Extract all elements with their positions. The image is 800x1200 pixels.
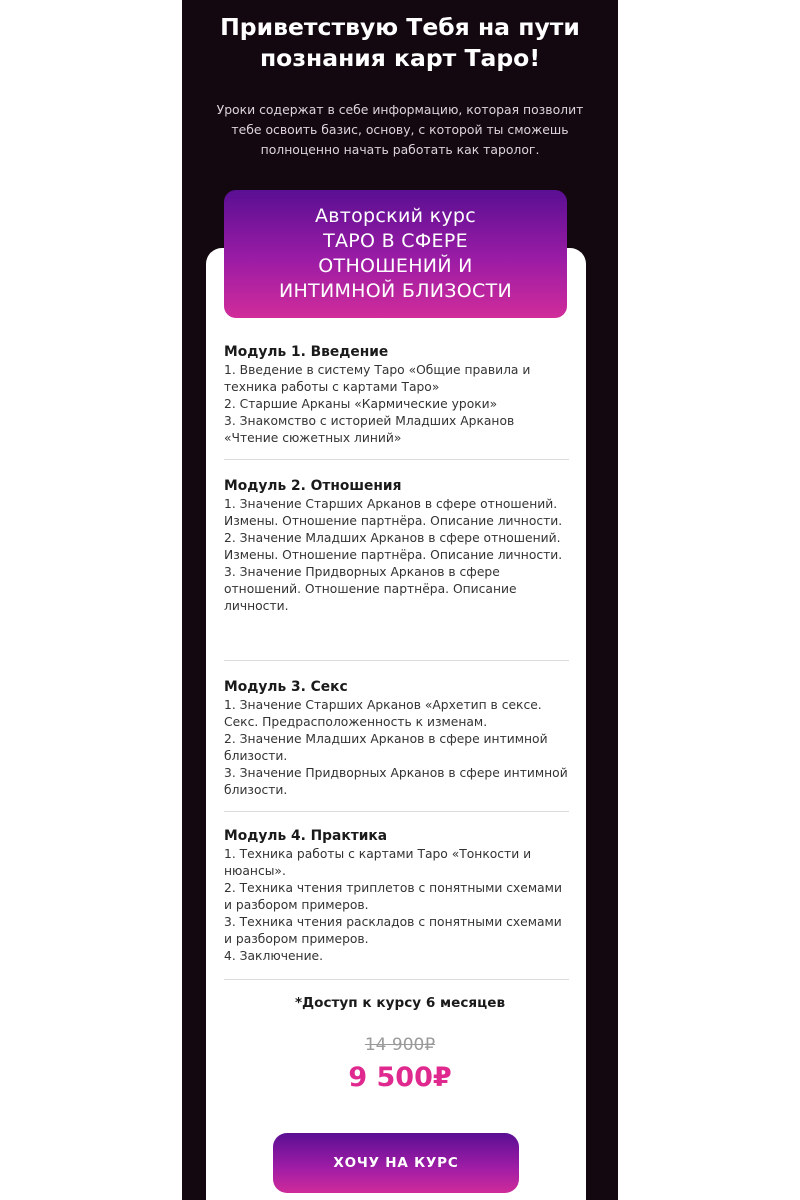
hero-title: Приветствую Тебя на пути познания карт Таро! [220,13,580,72]
module-title: Модуль 3. Секс [224,679,348,695]
module-title: Модуль 2. Отношения [224,478,402,494]
module-title: Модуль 4. Практика [224,828,388,844]
access-note: *Доступ к курсу 6 месяцев [294,995,506,1011]
course-title: Авторский курс ТАРО В СФЕРЕ ОТНОШЕНИЙ И ИНТИМНОЙ БЛИЗОСТИ [278,205,513,302]
module-description: 1. Значение Старших Арканов в сфере отношений. Измены. Отношение партнёра. Описание личности. 2. Значение Младших Арканов в сфере отношений. Измены. Отношение партнёра. Описание личности. 3. Значение Придворных Арканов в сфере отношений. Отношение партнёра. Описание личности. [224,497,563,613]
new-price: 9 500₽ [348,1062,452,1093]
module-item [224,812,569,980]
module-item [224,340,569,460]
old-price: 14 900₽ [364,1035,436,1055]
module-list [224,340,569,980]
module-item [224,661,569,812]
module-item [224,460,569,661]
module-description: 1. Введение в систему Таро «Общие правила и техника работы с картами Таро» 2. Старшие Арканы «Кармические уроки» 3. Знакомство с историей Младших Арканов «Чтение сюжетных линий» [224,363,531,445]
hero-subtitle: Уроки содержат в себе информацию, которая позволит тебе освоить базис, основу, с которой ты сможешь полноценно начать работать как таролог. [216,102,584,157]
course-banner [224,190,567,318]
module-title: Модуль 1. Введение [224,344,389,360]
module-description: 1. Техника работы с картами Таро «Тонкости и нюансы». 2. Техника чтения триплетов с понятными схемами и разбором примеров. 3. Техника чтения раскладов с понятными схемами и разбором примеров. 4. Заключение. [224,847,562,963]
module-description: 1. Значение Старших Арканов «Архетип в сексе. Секс. Предрасположенность к изменам. 2. Значение Младших Арканов в сфере интимной близости. 3. Значение Придворных Арканов в сфере интимной близости. [224,698,568,797]
landing-page [182,0,618,1200]
enroll-button[interactable]: ХОЧУ НА КУРС [273,1133,519,1193]
